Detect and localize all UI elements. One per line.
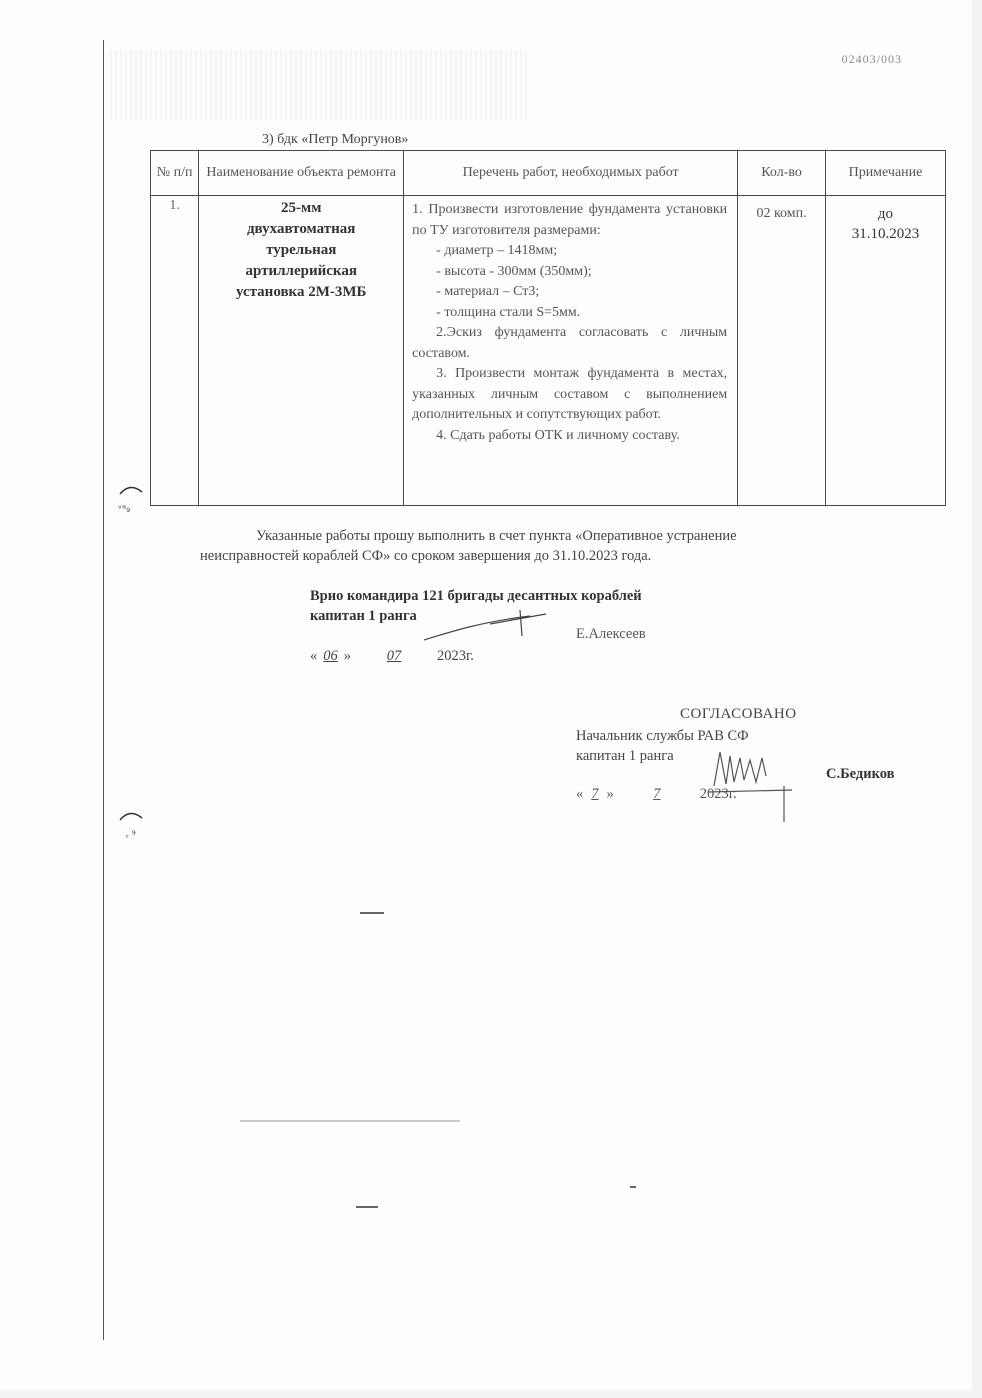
work-item-1: 1. Произвести изготовление фундамента установки по ТУ изготовителя размерами: [412,202,728,238]
approval-heading: СОГЛАСОВАНО [680,706,797,722]
work-bullet: - высота - 300мм (350мм); [436,263,592,279]
work-item-3: 3. Произвести монтаж фундамента в местах, указанных личным составом с выполнением дополнительных и сопутствующих работ. [412,366,728,422]
col-header-object: Наименование объекта ремонта [199,151,404,196]
date-quote: « [310,648,318,664]
object-line: двухавтоматная [246,221,356,237]
work-item-2: 2.Эскиз фундамента согласовать с личным составом. [412,325,728,361]
scan-artifact [240,1120,460,1122]
work-item-4: 4. Сдать работы ОТК и личному составу. [436,427,680,443]
work-bullet: - материал – Ст3; [436,284,540,299]
quantity: 02 комп. [738,196,826,506]
date-year: 2023г. [437,648,474,664]
date-quote: » [606,786,614,802]
scan-artifact [360,912,384,914]
approver-name: С.Бедиков [826,766,895,782]
date-month: 07 [386,648,402,664]
ship-title: 3) бдк «Петр Моргунов» [262,132,409,147]
date-year: 2023г. [699,786,737,802]
date-quote: » [343,648,351,664]
request-line-1: Указанные работы прошу выполнить в счет пункта «Оперативное устранение [256,528,737,544]
date-day: 06 [323,648,338,664]
document-number: 02403/003 [841,52,902,66]
object-line: установка 2М-3МБ [235,284,367,300]
col-header-number: № п/п [151,151,199,196]
note-prefix: до [877,206,894,222]
request-text [200,526,880,566]
margin-mark-icon [116,480,152,516]
object-line: артиллерийская [245,263,357,279]
signer-position: Врио командира 121 бригады десантных кораблей [310,588,642,604]
svg-text:ᵛᵃ₉: ᵛᵃ₉ [118,504,131,515]
object-line: турельная [266,242,337,258]
date-day: 7 [591,786,599,802]
signer-name: Е.Алексеев [576,626,646,642]
note-date: 31.10.2023 [851,226,920,242]
margin-mark-icon [116,806,152,842]
row-number: 1. [151,196,199,506]
object-line: 25-мм [280,200,322,216]
work-bullet: - диаметр – 1418мм; [436,243,558,258]
work-bullet: - толщина стали S=5мм. [436,304,581,320]
col-header-works: Перечень работ, необходимых работ [404,151,738,196]
scan-artifact [630,1186,636,1188]
object-name [199,196,404,506]
scan-artifact [110,50,530,120]
signature-icon [420,606,550,646]
col-header-note: Примечание [825,151,945,196]
svg-text:ᵣ ⁹: ᵣ ⁹ [126,830,136,841]
signer-date [310,648,474,665]
table-row [151,196,946,506]
work-list [404,196,738,506]
date-quote: « [576,786,584,802]
col-header-quantity: Кол-во [738,151,826,196]
table-header-row [151,151,946,196]
works-table [150,150,946,506]
signer-rank: капитан 1 ранга [310,608,417,624]
approver-position: Начальник службы РАВ СФ [576,728,749,744]
page-margin-line [103,40,104,1340]
request-line-2: неисправностей кораблей СФ» со сроком завершения до 31.10.2023 года. [200,548,652,564]
approver-date [576,786,737,803]
approver-rank: капитан 1 ранга [576,748,674,764]
date-month: 7 [653,786,661,802]
note [825,196,945,506]
scan-artifact [356,1206,378,1208]
